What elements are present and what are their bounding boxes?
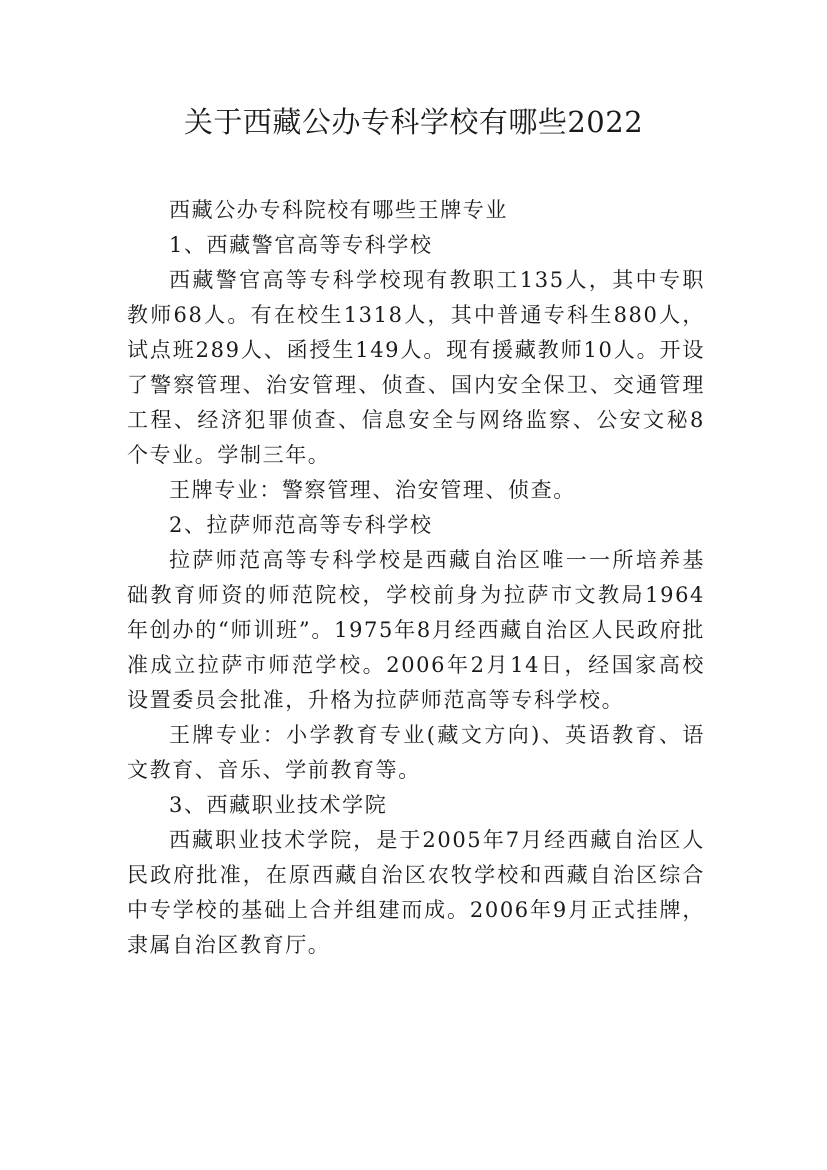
section-heading-3: 3、西藏职业技术学院 (169, 793, 388, 817)
section-2-majors: 王牌专业：小学教育专业(藏文方向)、英语教育、语文教育、音乐、学前教育等。 (127, 723, 705, 782)
section-2-paragraph: 拉萨师范高等专科学校是西藏自治区唯一一所培养基础教育师资的师范院校，学校前身为拉萨市文教局1964年创办的“师训班”。1975年8月经西藏自治区人民政府批准成立拉萨市师范学校。2006年2月14日，经国家高校设置委员会批准，升格为拉萨师范高等专科学校。 (127, 548, 705, 712)
document-title: 关于西藏公办专科学校有哪些2022 (183, 105, 644, 139)
section-heading-1: 1、西藏警官高等专科学校 (169, 233, 433, 257)
section-1-majors: 王牌专业：警察管理、治安管理、侦查。 (169, 478, 576, 502)
section-1-paragraph: 西藏警官高等专科学校现有教职工135人，其中专职教师68人。有在校生1318人，其中普通专科生880人，试点班289人、函授生149人。现有援藏教师10人。开设了警察管理、治安管理、侦查、国内安全保卫、交通管理工程、经济犯罪侦查、信息安全与网络监察、公安文秘8个专业。学制三年。 (127, 268, 705, 467)
document-body (127, 193, 705, 963)
section-heading-2: 2、拉萨师范高等专科学校 (169, 513, 433, 537)
section-3-paragraph: 西藏职业技术学院，是于2005年7月经西藏自治区人民政府批准，在原西藏自治区农牧学校和西藏自治区综合中专学校的基础上合并组建而成。2006年9月正式挂牌，隶属自治区教育厅。 (127, 828, 705, 957)
intro-paragraph: 西藏公办专科院校有哪些王牌专业 (169, 198, 508, 222)
